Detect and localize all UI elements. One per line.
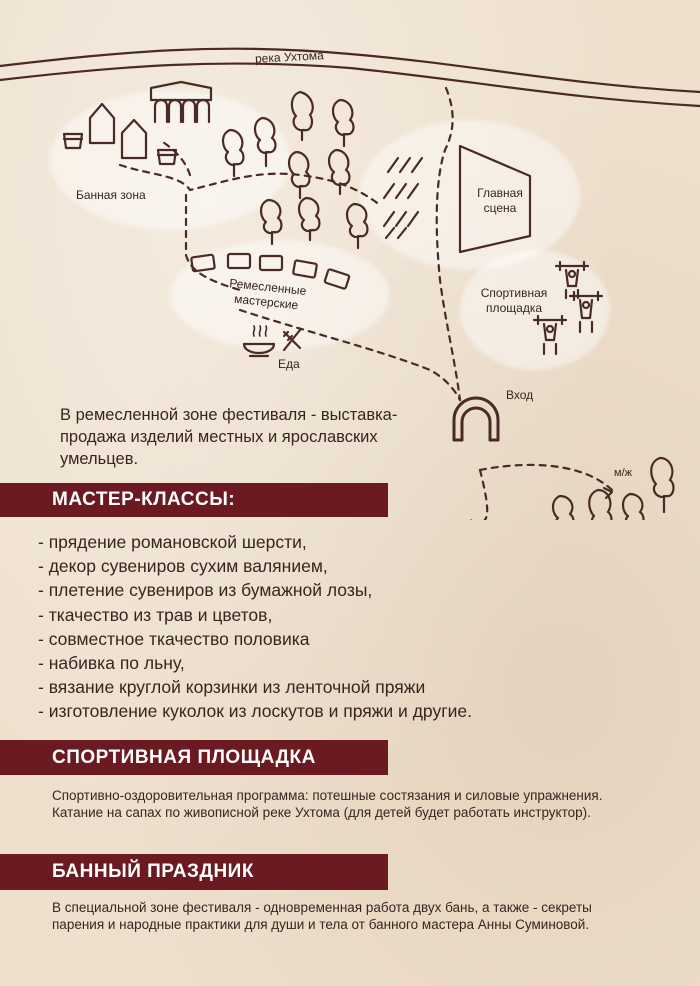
map-label-bath-zone: Банная зона <box>76 188 146 202</box>
map-label-wc: м/ж <box>614 467 632 479</box>
intro-text: В ремесленной зоне фестиваля - выставка-продажа изделий местных и ярославских умельцев. <box>60 406 398 468</box>
list-item: - набивка по льну, <box>38 653 185 674</box>
bath-banner <box>0 854 388 890</box>
entrance-arch-icon <box>454 398 498 440</box>
master-classes-title: МАСТЕР-КЛАССЫ: <box>52 489 236 510</box>
sports-banner <box>0 740 388 775</box>
barrel-bucket-icon <box>64 134 176 164</box>
bath-text: В специальной зоне фестиваля - одновременная работа двух бань, а также - секреты парения и народные практики для души и тела от банного мастера Анны Суминовой. <box>52 900 592 932</box>
list-item: - декор сувениров сухим валянием, <box>38 556 328 577</box>
list-item: - прядение романовской шерсти, <box>38 532 307 552</box>
sports-text: Спортивно-оздоровительная программа: потешные состязания и силовые упражнения. Катание на сапах по живописной реке Ухтома (для детей будет работать инструктор). <box>52 788 603 820</box>
list-item: - совместное ткачество половика <box>38 628 310 649</box>
river-bank <box>0 64 700 106</box>
fork-knife-icon <box>284 330 300 350</box>
master-classes-list <box>38 530 472 724</box>
river-label: река Ухтома <box>254 48 325 66</box>
sports-title: СПОРТИВНАЯ ПЛОЩАДКА <box>52 746 316 768</box>
food-bowl-icon <box>244 326 274 356</box>
map-label-main-stage: Главная сцена <box>477 186 523 215</box>
map-label-sports-ground: Спортивная площадка <box>480 286 548 315</box>
stage-lines-icon <box>384 158 422 238</box>
hall-building-icon <box>151 82 211 122</box>
bath-title: БАННЫЙ ПРАЗДНИК <box>52 861 254 882</box>
list-item: - вязание круглой корзинки из ленточной пряжи <box>38 677 426 698</box>
map-label-entrance: Вход <box>506 388 534 402</box>
bath-house-icon <box>90 104 146 158</box>
master-classes-banner <box>0 483 388 517</box>
list-item: - плетение сувениров из бумажной лозы, <box>38 580 373 601</box>
list-item: - ткачество из трав и цветов, <box>38 604 273 625</box>
list-item: - изготовление куколок из лоскутов и пряжи и другие. <box>38 701 472 722</box>
map-label-craft-workshops: Ремесленные мастерские <box>228 276 308 313</box>
map-label-food: Еда <box>278 357 300 371</box>
